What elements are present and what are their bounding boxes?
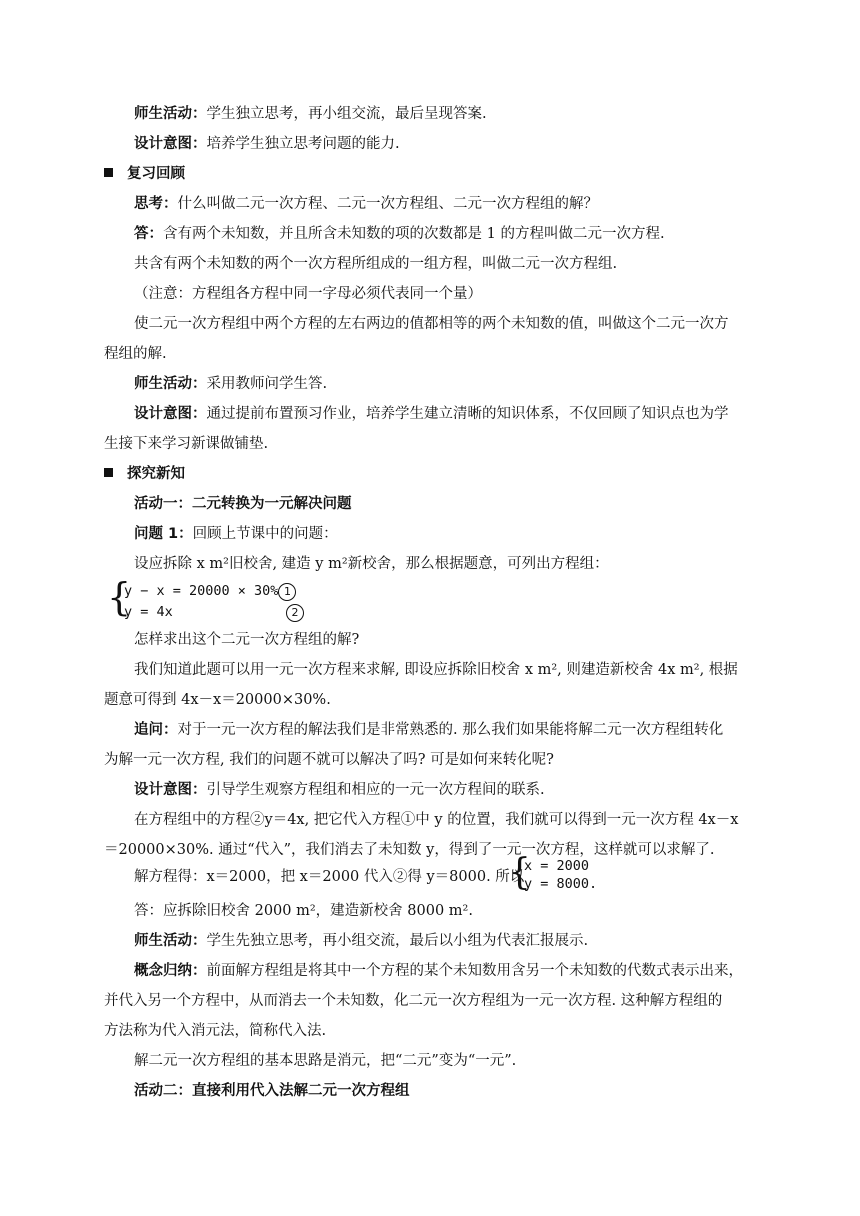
square-bullet-icon <box>104 168 113 177</box>
paragraph-teacher-student-activity: 师生活动：学生独立思考，再小组交流，最后呈现答案. <box>134 106 487 122</box>
paragraph-design-intent: 设计意图：培养学生独立思考问题的能力. <box>134 136 400 152</box>
concept-summary-line2: 并代入另一个方程中，从而消去一个未知数，化二元一次方程组为一元一次方程. 这种解方程组的 <box>104 993 723 1009</box>
circled-number-two: 2 <box>286 604 304 622</box>
paragraph-one-variable-line1: 我们知道此题可以用一元一次方程来求解, 即设应拆除旧校舍 x m², 则建造新校舍 4x m², 根据 <box>134 662 738 678</box>
paragraph-substitution-line2: ＝20000×30%. 通过“代入”，我们消去了未知数 y，得到了一元一次方程，这样就可以求解了. <box>104 842 715 858</box>
activity-two-heading: 活动二：直接利用代入法解二元一次方程组 <box>134 1083 410 1099</box>
paragraph-substitution-line1: 在方程组中的方程②y＝4x, 把它代入方程①中 y 的位置，我们就可以得到一元一次方程 4x－x <box>134 812 739 828</box>
solution-brace-icon: { <box>508 852 531 893</box>
paragraph-how-to-solve: 怎样求出这个二元一次方程组的解? <box>134 632 360 648</box>
paragraph-solution-def-line2: 程组的解. <box>104 346 167 362</box>
paragraph-solve-result: 解方程得：x＝2000，把 x＝2000 代入②得 y＝8000. 所以 <box>134 869 525 885</box>
paragraph-answer: 答：含有两个未知数，并且所含未知数的项的次数都是 1 的方程叫做二元一次方程. <box>134 226 665 242</box>
solution-x: x = 2000 <box>524 858 590 874</box>
paragraph-note: （注意：方程组各方程中同一字母必须代表同一个量） <box>134 286 482 302</box>
activity-one-heading: 活动一：二元转换为一元解决问题 <box>134 496 352 512</box>
question-one-setup: 设应拆除 x m²旧校舍, 建造 y m²新校舍，那么根据题意，可列出方程组： <box>134 556 609 572</box>
question-one: 问题 1：回顾上节课中的问题： <box>134 526 338 542</box>
section-heading-review: 复习回顾 <box>104 164 185 184</box>
square-bullet-icon <box>104 468 113 477</box>
paragraph-final-answer: 答：应拆除旧校舍 2000 m²，建造新校舍 8000 m². <box>134 903 473 919</box>
paragraph-teacher-student-activity-3: 师生活动：学生先独立思考，再小组交流，最后以小组为代表汇报展示. <box>134 933 589 949</box>
paragraph-design-intent-2-line1: 设计意图：通过提前布置预习作业，培养学生建立清晰的知识体系，不仅回顾了知识点也为学 <box>134 406 729 422</box>
concept-summary-line1: 概念归纳：前面解方程组是将其中一个方程的某个未知数用含另一个未知数的代数式表示出来， <box>134 963 743 979</box>
follow-up-question-line2: 为解一元一次方程, 我们的问题不就可以解决了吗? 可是如何来转化呢? <box>104 752 554 768</box>
concept-summary-line3: 方法称为代入消元法，简称代入法. <box>104 1023 327 1039</box>
circled-number-one: 1 <box>278 583 296 601</box>
equation-one: y − x = 20000 × 30% 1 <box>124 581 296 601</box>
solution-y: y = 8000. <box>524 876 598 892</box>
paragraph-think: 思考：什么叫做二元一次方程、二元一次方程组、二元一次方程组的解？ <box>134 196 598 212</box>
equation-two: y = 4x <box>124 604 173 620</box>
paragraph-solution-def-line1: 使二元一次方程组中两个方程的左右两边的值都相等的两个未知数的值，叫做这个二元一次方 <box>134 316 729 332</box>
paragraph-design-intent-3: 设计意图：引导学生观察方程组和相应的一元一次方程间的联系. <box>134 782 545 798</box>
follow-up-question-line1: 追问：对于一元一次方程的解法我们是非常熟悉的. 那么我们如果能将解二元一次方程组转化 <box>134 722 724 738</box>
section-heading-new-knowledge: 探究新知 <box>104 464 185 484</box>
paragraph-one-variable-line2: 题意可得到 4x－x＝20000×30%. <box>104 692 331 708</box>
paragraph-design-intent-2-line2: 生接下来学习新课做铺垫. <box>104 436 269 452</box>
paragraph-basic-idea: 解二元一次方程组的基本思路是消元，把“二元”变为“一元”. <box>134 1053 517 1069</box>
paragraph-teacher-student-activity-2: 师生活动：采用教师问学生答. <box>134 376 328 392</box>
paragraph-definition-system: 共含有两个未知数的两个一次方程所组成的一组方程，叫做二元一次方程组. <box>134 256 618 272</box>
system-brace-icon: { <box>107 575 132 619</box>
